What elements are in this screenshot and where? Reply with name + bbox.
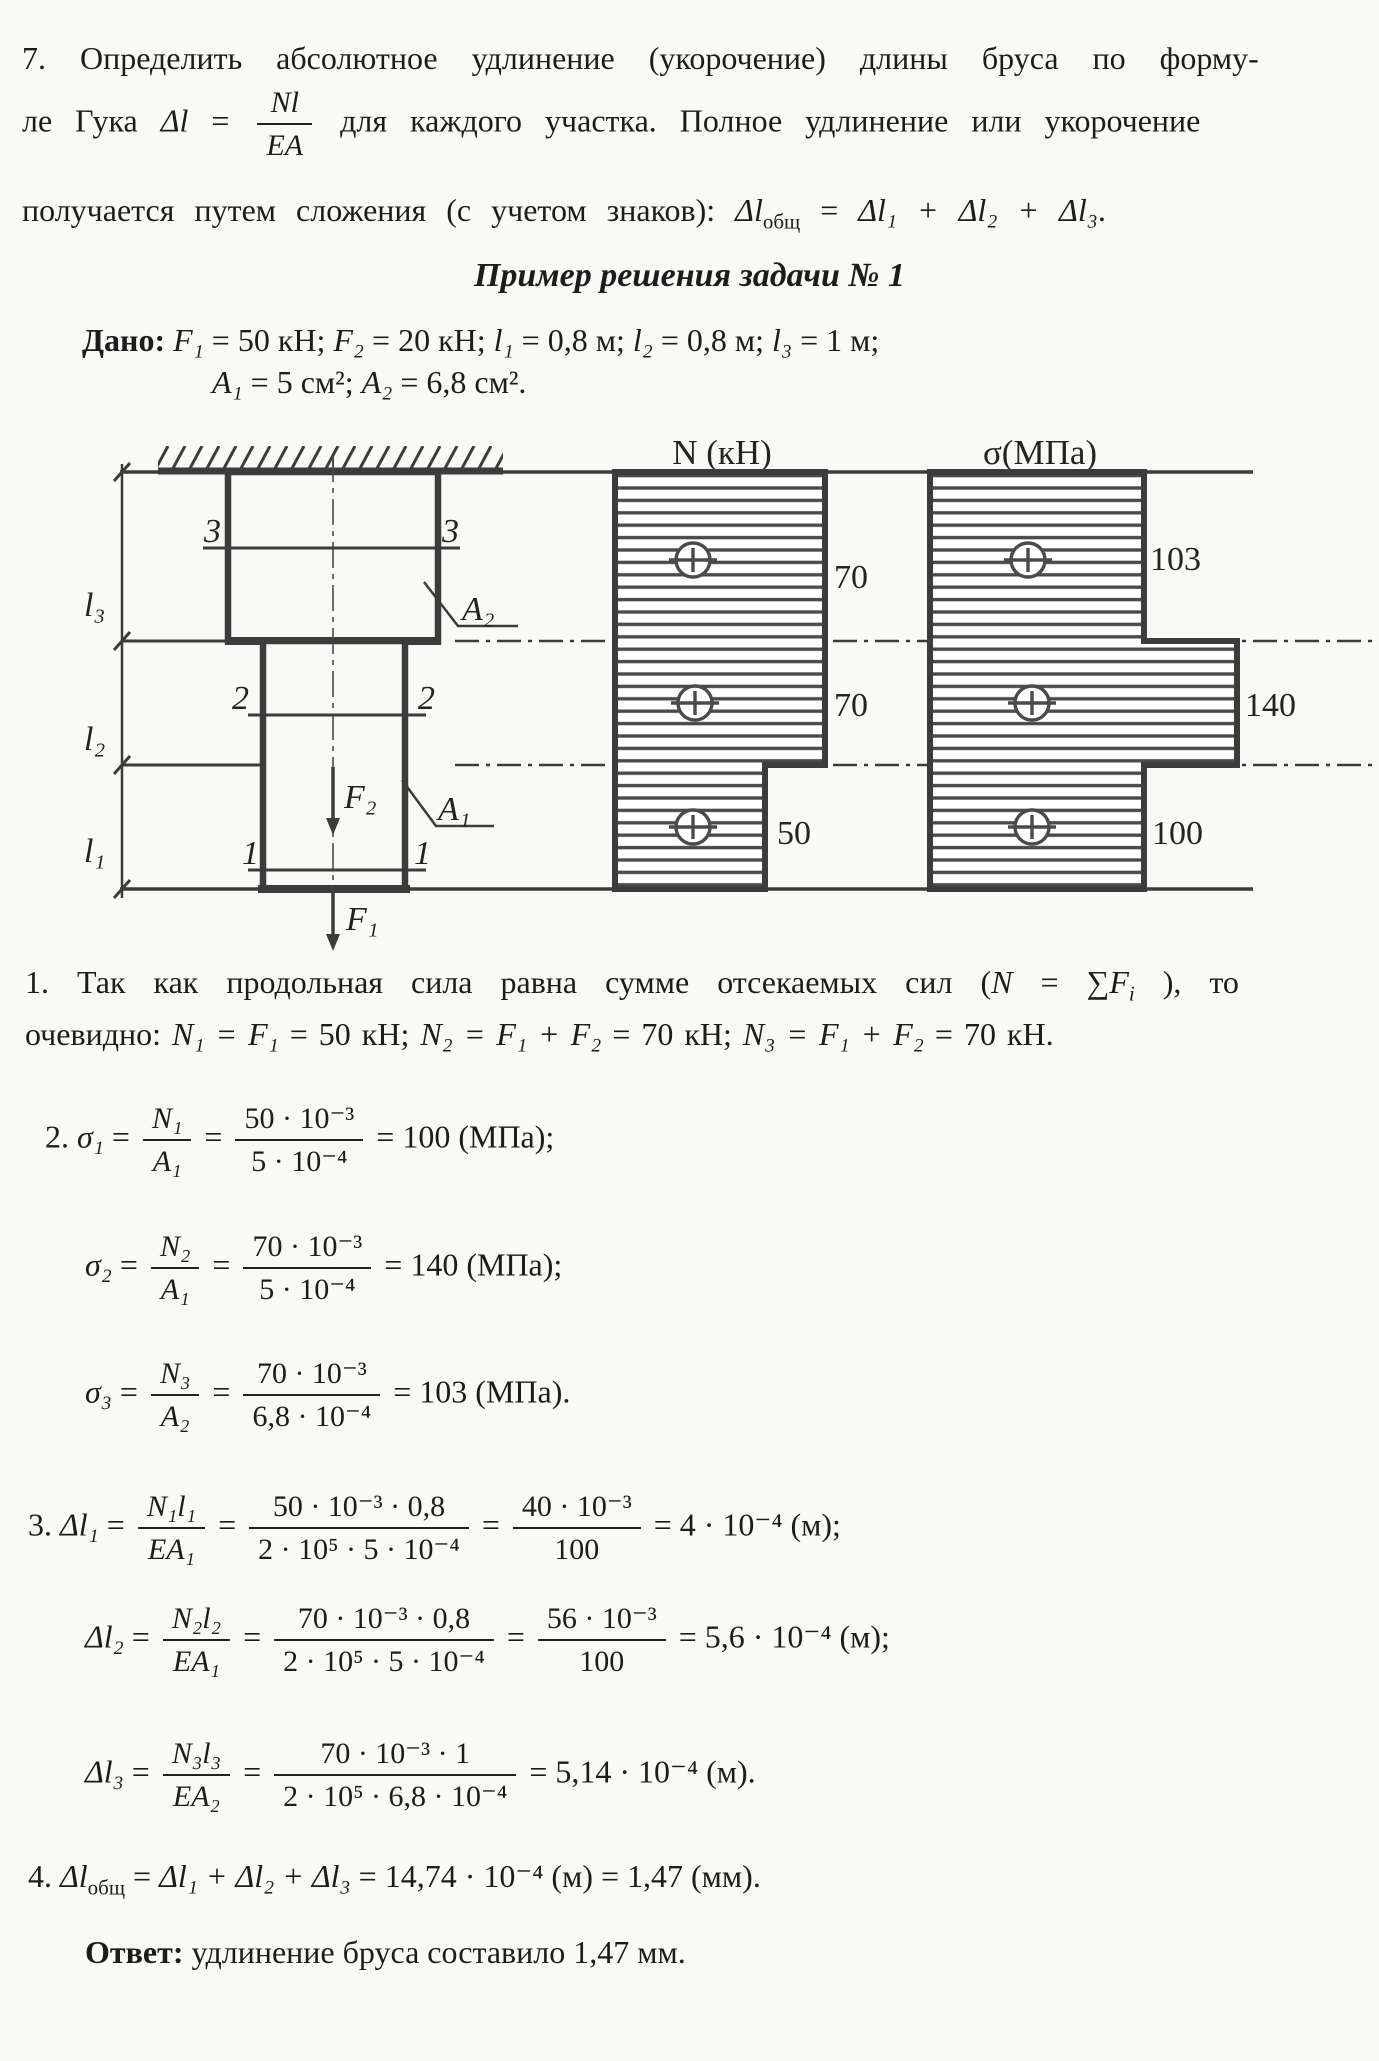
area-label-a1: A₁ <box>438 791 471 828</box>
solution-step-3-dl3: Δl₃ = $\frac{\text{N₃l₃}}{\text{EA₂}}$ = $\frac{\text{70 · 10⁻³ · 1}}{\text{2 · 10⁵ · 6,8 · 10⁻⁴}}$ = 5,14 · 10⁻⁴ (м). <box>85 1737 756 1813</box>
length-label-l1: l₁ <box>84 833 106 870</box>
force-label-f1: F₁ <box>346 901 379 938</box>
problem-statement-line-3: получается путем сложения (с учетом знаков): $\Delta l_{общ} = \Delta l_1 + \Delta l_2 + \Delta l_3$. <box>22 192 1106 234</box>
problem-statement-line-1: 7. Определить абсолютное удлинение (укорочение) длины бруса по форму- <box>22 40 1259 76</box>
sigma-value-middle: 140 <box>1245 687 1296 724</box>
solution-step-4: 4. $\Delta l_{общ} = \Delta l_1 + \Delta l_2 + \Delta l_3 = 14,74 \cdot 10^{-4}$ (м) = 1,47 (мм). <box>28 1858 761 1900</box>
solution-step-2-sigma2: σ₂ = $\frac{\text{N₂}}{\text{A₁}}$ = $\frac{\text{70 · 10⁻³}}{\text{5 · 10⁻⁴}}$ = 140 (МПа); <box>85 1230 563 1306</box>
n-value-bottom: 50 <box>777 815 811 852</box>
sigma-value-bottom: 100 <box>1152 815 1203 852</box>
bar-segment-a1 <box>263 641 405 889</box>
solution-step-1-line-1: 1. Так как продольная сила равна сумме отсекаемых сил ($N = \sum F_i$ ), то <box>25 964 1239 1006</box>
n-value-middle: 70 <box>834 687 868 724</box>
section-label-2-right: 2 <box>418 680 435 717</box>
section-label-3-left: 3 <box>204 513 221 550</box>
sigma-value-top: 103 <box>1150 541 1201 578</box>
solution-step-3-dl2: Δl₂ = $\frac{\text{N₂l₂}}{\text{EA₁}}$ = $\frac{\text{70 · 10⁻³ · 0,8}}{\text{2 · 10⁵ · 5 · 10⁻⁴}}$ = $\frac{\text{56 · 10⁻³}}{100}$ = 5,6 · 10⁻⁴ (м); <box>85 1602 890 1678</box>
force-label-f2: F₂ <box>344 779 377 816</box>
section-label-3-right: 3 <box>442 513 459 550</box>
section-label-2-left: 2 <box>232 680 249 717</box>
given-data-line-2: A₁ = 5 см²; A₂ = 6,8 см². <box>212 364 527 400</box>
example-heading: Пример решения задачи № 1 <box>473 257 906 294</box>
bar-loading-diagram <box>0 420 1379 980</box>
given-data-line-1: Дано: F₁ = 50 кН; F₂ = 20 кН; l₁ = 0,8 м; l₂ = 0,8 м; l₃ = 1 м; <box>82 322 880 358</box>
length-label-l3: l₃ <box>84 587 106 624</box>
problem-statement-line-2: ле Гука Δl = $\frac{Nl}{EA}$ для каждого участка. Полное удлинение или укорочение <box>22 86 1201 162</box>
sigma-diagram-title: σ(МПа) <box>982 433 1098 472</box>
n-value-top: 70 <box>834 559 868 596</box>
support-hatch <box>158 446 503 470</box>
solution-step-2-sigma1: 2. σ₁ = $\frac{\text{N₁}}{\text{A₁}}$ = $\frac{\text{50 · 10⁻³}}{\text{5 · 10⁻⁴}}$ = 100 (МПа); <box>45 1102 555 1178</box>
solution-step-3-dl1: 3. Δl₁ = $\frac{\text{N₁l₁}}{\text{EA₁}}$ = $\frac{\text{50 · 10⁻³ · 0,8}}{\text{2 · 10⁵ · 5 · 10⁻⁴}}$ = $\frac{\text{40 · 10⁻³}}{100}$ = 4 · 10⁻⁴ (м); <box>28 1490 841 1566</box>
section-label-1-right: 1 <box>414 835 431 872</box>
solution-step-1-line-2: очевидно: N₁ = F₁ = 50 кН; N₂ = F₁ + F₂ = 70 кН; N₃ = F₁ + F₂ = 70 кН. <box>25 1016 1054 1052</box>
solution-step-2-sigma3: σ₃ = $\frac{\text{N₃}}{\text{A₂}}$ = $\frac{\text{70 · 10⁻³}}{\text{6,8 · 10⁻⁴}}$ = 103 (МПа). <box>85 1357 571 1433</box>
n-diagram-title: N (кН) <box>672 433 772 472</box>
answer-line: Ответ: удлинение бруса составило 1,47 мм. <box>85 1934 686 1970</box>
length-label-l2: l₂ <box>84 721 106 758</box>
f1-arrow-head <box>326 934 340 951</box>
section-label-1-left: 1 <box>242 835 259 872</box>
area-label-a2: A₂ <box>462 591 495 628</box>
